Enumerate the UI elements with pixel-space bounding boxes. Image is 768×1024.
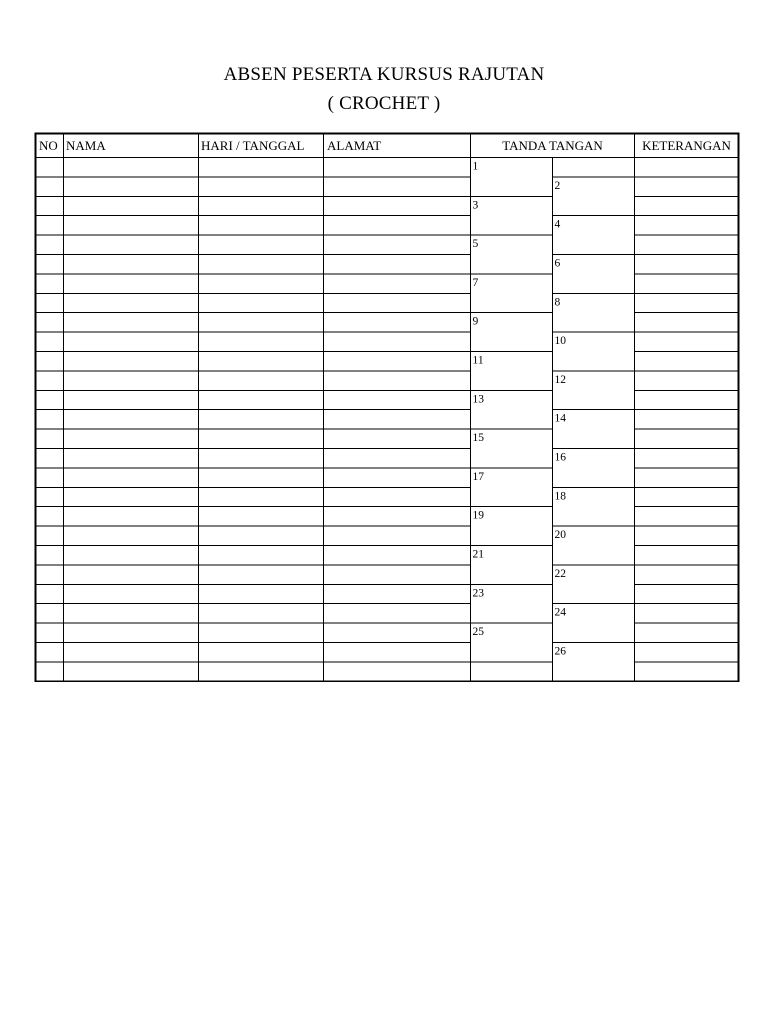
signature-number-6: 6 (554, 257, 561, 270)
signature-number-21: 21 (472, 548, 484, 561)
signature-number-20: 20 (554, 529, 566, 542)
header-alamat: ALAMAT (327, 138, 382, 153)
signature-number-8: 8 (554, 296, 561, 309)
signature-number-3: 3 (472, 199, 479, 212)
header-no: NO (39, 138, 58, 153)
signature-number-25: 25 (472, 626, 484, 639)
signature-number-16: 16 (554, 451, 566, 464)
signature-number-26: 26 (554, 645, 566, 658)
signature-number-11: 11 (472, 354, 484, 367)
header-keterangan: KETERANGAN (642, 138, 731, 153)
signature-number-24: 24 (554, 606, 566, 619)
signature-number-5: 5 (472, 238, 479, 251)
signature-number-18: 18 (554, 490, 566, 503)
signature-number-7: 7 (472, 276, 479, 289)
signature-number-2: 2 (554, 179, 561, 192)
signature-number-14: 14 (554, 412, 566, 425)
signature-number-1: 1 (472, 160, 479, 173)
signature-number-9: 9 (472, 315, 479, 328)
signature-number-10: 10 (554, 335, 566, 348)
signature-number-22: 22 (554, 567, 566, 580)
header-tanda-tangan: TANDA TANGAN (502, 138, 603, 153)
signature-number-23: 23 (472, 587, 484, 600)
signature-number-15: 15 (472, 432, 484, 445)
signature-number-13: 13 (472, 393, 484, 406)
signature-number-17: 17 (472, 470, 484, 483)
header-hari-tanggal: HARI / TANGGAL (201, 138, 305, 153)
header-nama: NAMA (66, 138, 106, 153)
signature-number-4: 4 (554, 218, 561, 231)
signature-number-19: 19 (472, 509, 484, 522)
document-title: ABSEN PESERTA KURSUS RAJUTAN (223, 64, 545, 85)
document-subtitle: ( CROCHET ) (327, 93, 441, 114)
signature-number-12: 12 (554, 373, 566, 386)
